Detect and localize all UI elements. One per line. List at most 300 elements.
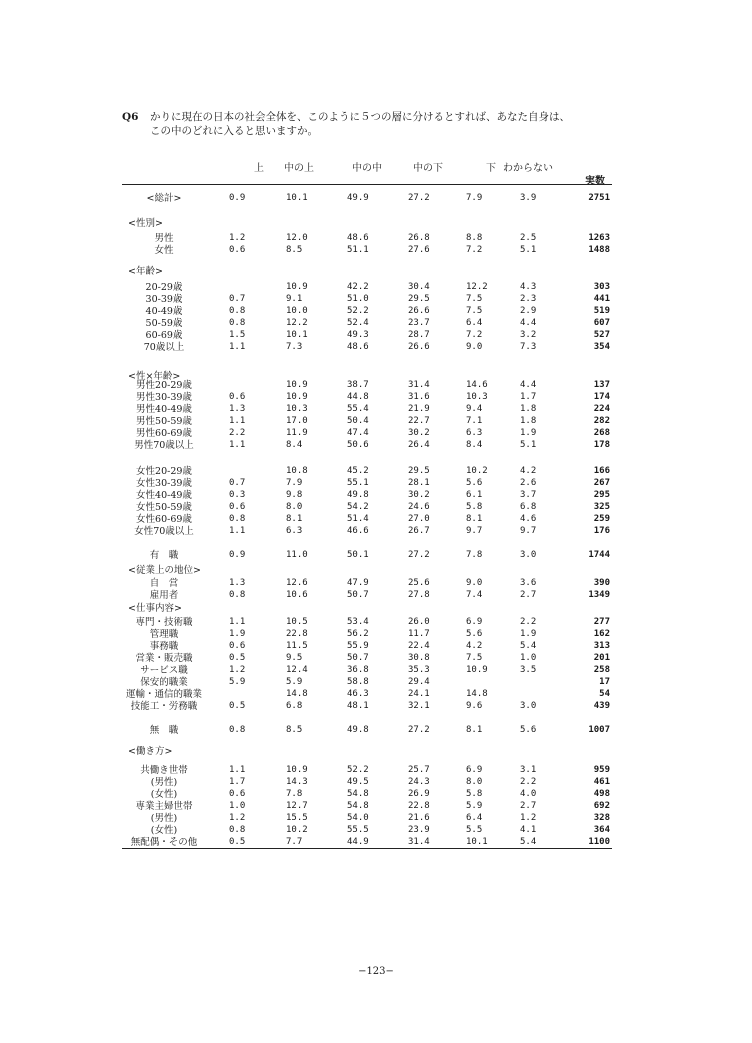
row-label: 女性: [154, 245, 174, 256]
table-row: [0, 701, 752, 712]
header-lower-middle: 中の下: [413, 163, 443, 174]
header-count: 実数: [585, 176, 605, 187]
row-label: (男性): [150, 777, 178, 788]
row-label: 女性50-59歳: [136, 502, 192, 513]
table-row: [0, 342, 752, 353]
percent-cell: 1.1: [229, 342, 246, 352]
percent-cell: 9.8: [286, 490, 303, 500]
row-label: 女性40-49歳: [136, 490, 192, 501]
percent-cell: 25.6: [408, 578, 430, 588]
count-cell: 17: [599, 677, 610, 687]
percent-cell: 6.9: [466, 617, 483, 627]
percent-cell: 7.3: [286, 342, 303, 352]
percent-cell: 10.1: [286, 330, 308, 340]
count-cell: 162: [593, 629, 610, 639]
percent-cell: 24.6: [408, 502, 430, 512]
table-row: [0, 502, 752, 513]
percent-cell: 10.9: [286, 392, 308, 402]
header-dont-know: わからない: [503, 163, 553, 174]
percent-cell: 0.9: [229, 550, 246, 560]
row-label: 30-39歳: [145, 294, 183, 305]
row-label: 男性60-69歳: [136, 428, 192, 439]
percent-cell: 0.8: [229, 306, 246, 316]
count-cell: 527: [593, 330, 610, 340]
percent-cell: 5.8: [466, 502, 483, 512]
percent-cell: 55.5: [347, 825, 369, 835]
row-label: <総計>: [146, 193, 182, 204]
percent-cell: 7.3: [520, 342, 537, 352]
percent-cell: 27.8: [408, 590, 430, 600]
count-cell: 267: [593, 478, 610, 488]
row-label: 専業主婦世帯: [135, 801, 193, 812]
percent-cell: 1.5: [229, 330, 246, 340]
percent-cell: 2.5: [520, 233, 537, 243]
table-row: [0, 294, 752, 305]
percent-cell: 8.5: [286, 725, 303, 735]
percent-cell: 5.6: [466, 478, 483, 488]
row-label: 保安的職業: [140, 677, 188, 688]
percent-cell: 9.7: [466, 526, 483, 536]
percent-cell: 29.5: [408, 294, 430, 304]
count-cell: 174: [593, 392, 610, 402]
percent-cell: 48.1: [347, 701, 369, 711]
percent-cell: 49.9: [347, 193, 369, 203]
percent-cell: 8.0: [466, 777, 483, 787]
percent-cell: 5.9: [286, 677, 303, 687]
percent-cell: 2.6: [520, 478, 537, 488]
percent-cell: 9.7: [520, 526, 537, 536]
question-number: Q6: [122, 111, 139, 123]
percent-cell: 9.6: [466, 701, 483, 711]
percent-cell: 14.3: [286, 777, 308, 787]
percent-cell: 12.2: [286, 318, 308, 328]
count-cell: 178: [593, 440, 610, 450]
table-row: [0, 617, 752, 628]
percent-cell: 50.4: [347, 416, 369, 426]
count-cell: 441: [593, 294, 610, 304]
table-row: [0, 590, 752, 601]
count-cell: 295: [593, 490, 610, 500]
section-label: <性×年齢>: [128, 371, 181, 382]
percent-cell: 14.8: [286, 689, 308, 699]
table-row: [0, 245, 752, 256]
percent-cell: 1.3: [229, 578, 246, 588]
question-line-1: かりに現在の日本の社会全体を、このように５つの層に分けるとすれば、あなた自身は、: [150, 111, 570, 123]
percent-cell: 55.1: [347, 478, 369, 488]
percent-cell: 44.8: [347, 392, 369, 402]
percent-cell: 31.4: [408, 837, 430, 847]
row-label: 有 職: [149, 550, 179, 561]
percent-cell: 10.3: [286, 404, 308, 414]
percent-cell: 8.1: [466, 514, 483, 524]
percent-cell: 1.8: [520, 404, 537, 414]
percent-cell: 26.6: [408, 306, 430, 316]
percent-cell: 1.1: [229, 416, 246, 426]
percent-cell: 10.8: [286, 466, 308, 476]
table-row: [0, 653, 752, 664]
percent-cell: 7.1: [466, 416, 483, 426]
count-cell: 303: [593, 282, 610, 292]
percent-cell: 23.9: [408, 825, 430, 835]
row-label: (男性): [150, 813, 178, 824]
percent-cell: 7.9: [286, 478, 303, 488]
row-label: 事務職: [149, 641, 179, 652]
table-row: [0, 440, 752, 451]
count-cell: 1488: [588, 245, 610, 255]
percent-cell: 45.2: [347, 466, 369, 476]
table-row: [0, 233, 752, 244]
section-heading-row: [0, 565, 752, 576]
count-cell: 692: [593, 801, 610, 811]
percent-cell: 1.0: [229, 801, 246, 811]
percent-cell: 5.6: [466, 629, 483, 639]
percent-cell: 12.4: [286, 665, 308, 675]
percent-cell: 7.8: [466, 550, 483, 560]
section-label: <仕事内容>: [128, 603, 182, 614]
table-row: [0, 490, 752, 501]
percent-cell: 29.5: [408, 466, 430, 476]
percent-cell: 7.2: [466, 245, 483, 255]
percent-cell: 6.9: [466, 765, 483, 775]
percent-cell: 26.0: [408, 617, 430, 627]
percent-cell: 12.0: [286, 233, 308, 243]
percent-cell: 5.1: [520, 440, 537, 450]
percent-cell: 12.2: [466, 282, 488, 292]
percent-cell: 50.7: [347, 590, 369, 600]
percent-cell: 49.8: [347, 490, 369, 500]
page-number: −123−: [358, 966, 394, 977]
percent-cell: 32.1: [408, 701, 430, 711]
count-cell: 461: [593, 777, 610, 787]
row-label: 男性20-29歳: [136, 380, 192, 391]
table-row: [0, 837, 752, 848]
table-row: [0, 725, 752, 736]
percent-cell: 1.9: [520, 629, 537, 639]
header-upper-middle: 中の上: [284, 163, 314, 174]
row-label: 女性30-39歳: [136, 478, 192, 489]
percent-cell: 35.3: [408, 665, 430, 675]
percent-cell: 10.9: [286, 765, 308, 775]
percent-cell: 51.4: [347, 514, 369, 524]
percent-cell: 0.6: [229, 641, 246, 651]
row-label: (女性): [150, 825, 178, 836]
table-row: [0, 765, 752, 776]
percent-cell: 26.7: [408, 526, 430, 536]
percent-cell: 56.2: [347, 629, 369, 639]
count-cell: 1007: [588, 725, 610, 735]
count-cell: 277: [593, 617, 610, 627]
percent-cell: 6.3: [466, 428, 483, 438]
row-label: (女性): [150, 789, 178, 800]
percent-cell: 7.5: [466, 653, 483, 663]
percent-cell: 7.4: [466, 590, 483, 600]
percent-cell: 30.2: [408, 428, 430, 438]
count-cell: 1263: [588, 233, 610, 243]
count-cell: 354: [593, 342, 610, 352]
percent-cell: 23.7: [408, 318, 430, 328]
row-label: 男性30-39歳: [136, 392, 192, 403]
count-cell: 1349: [588, 590, 610, 600]
percent-cell: 4.6: [520, 514, 537, 524]
percent-cell: 0.8: [229, 590, 246, 600]
percent-cell: 14.6: [466, 380, 488, 390]
percent-cell: 7.9: [466, 193, 483, 203]
percent-cell: 27.0: [408, 514, 430, 524]
percent-cell: 0.6: [229, 392, 246, 402]
percent-cell: 21.9: [408, 404, 430, 414]
table-row: [0, 282, 752, 293]
percent-cell: 0.5: [229, 653, 246, 663]
row-label: 20-29歳: [145, 282, 183, 293]
percent-cell: 5.1: [520, 245, 537, 255]
percent-cell: 26.6: [408, 342, 430, 352]
header-lower: 下: [486, 163, 496, 174]
percent-cell: 38.7: [347, 380, 369, 390]
percent-cell: 47.4: [347, 428, 369, 438]
section-label: <従業上の地位>: [128, 565, 201, 576]
percent-cell: 0.8: [229, 318, 246, 328]
percent-cell: 12.7: [286, 801, 308, 811]
percent-cell: 49.3: [347, 330, 369, 340]
percent-cell: 4.4: [520, 318, 537, 328]
percent-cell: 1.7: [229, 777, 246, 787]
percent-cell: 9.0: [466, 578, 483, 588]
percent-cell: 53.4: [347, 617, 369, 627]
percent-cell: 0.9: [229, 193, 246, 203]
count-cell: 1100: [588, 837, 610, 847]
count-cell: 201: [593, 653, 610, 663]
count-cell: 268: [593, 428, 610, 438]
percent-cell: 0.6: [229, 502, 246, 512]
row-label: 無 職: [149, 725, 179, 736]
percent-cell: 22.8: [286, 629, 308, 639]
row-label: 男性: [154, 233, 174, 244]
percent-cell: 4.0: [520, 789, 537, 799]
percent-cell: 3.9: [520, 193, 537, 203]
percent-cell: 2.3: [520, 294, 537, 304]
percent-cell: 10.6: [286, 590, 308, 600]
count-cell: 328: [593, 813, 610, 823]
percent-cell: 51.0: [347, 294, 369, 304]
row-label: 50-59歳: [145, 318, 183, 329]
percent-cell: 6.8: [520, 502, 537, 512]
percent-cell: 2.7: [520, 801, 537, 811]
percent-cell: 10.1: [466, 837, 488, 847]
percent-cell: 6.3: [286, 526, 303, 536]
table-row: [0, 193, 752, 204]
percent-cell: 27.2: [408, 193, 430, 203]
percent-cell: 0.6: [229, 245, 246, 255]
row-label: サービス職: [140, 665, 188, 676]
percent-cell: 3.7: [520, 490, 537, 500]
percent-cell: 3.0: [520, 550, 537, 560]
percent-cell: 51.1: [347, 245, 369, 255]
percent-cell: 3.0: [520, 701, 537, 711]
percent-cell: 10.3: [466, 392, 488, 402]
percent-cell: 3.2: [520, 330, 537, 340]
percent-cell: 10.0: [286, 306, 308, 316]
percent-cell: 48.6: [347, 342, 369, 352]
percent-cell: 1.2: [229, 813, 246, 823]
percent-cell: 8.8: [466, 233, 483, 243]
row-label: 男性50-59歳: [136, 416, 192, 427]
percent-cell: 0.8: [229, 825, 246, 835]
count-cell: 439: [593, 701, 610, 711]
table-row: [0, 825, 752, 836]
percent-cell: 52.4: [347, 318, 369, 328]
row-label: 雇用者: [149, 590, 179, 601]
percent-cell: 0.8: [229, 725, 246, 735]
section-heading-row: [0, 603, 752, 614]
percent-cell: 36.8: [347, 665, 369, 675]
percent-cell: 1.2: [229, 233, 246, 243]
table-row: [0, 665, 752, 676]
percent-cell: 10.1: [286, 193, 308, 203]
percent-cell: 0.5: [229, 837, 246, 847]
percent-cell: 2.7: [520, 590, 537, 600]
percent-cell: 58.8: [347, 677, 369, 687]
percent-cell: 5.9: [466, 801, 483, 811]
percent-cell: 12.6: [286, 578, 308, 588]
percent-cell: 5.4: [520, 837, 537, 847]
percent-cell: 44.9: [347, 837, 369, 847]
percent-cell: 27.2: [408, 725, 430, 735]
percent-cell: 2.9: [520, 306, 537, 316]
percent-cell: 1.3: [229, 404, 246, 414]
percent-cell: 11.7: [408, 629, 430, 639]
row-label: 営業・販売職: [135, 653, 193, 664]
row-label: 女性20-29歳: [136, 466, 192, 477]
table-row: [0, 330, 752, 341]
percent-cell: 24.3: [408, 777, 430, 787]
percent-cell: 27.6: [408, 245, 430, 255]
percent-cell: 1.8: [520, 416, 537, 426]
count-cell: 390: [593, 578, 610, 588]
percent-cell: 8.5: [286, 245, 303, 255]
percent-cell: 5.9: [229, 677, 246, 687]
percent-cell: 52.2: [347, 306, 369, 316]
percent-cell: 7.7: [286, 837, 303, 847]
percent-cell: 8.4: [286, 440, 303, 450]
count-cell: 2751: [588, 193, 610, 203]
percent-cell: 0.5: [229, 701, 246, 711]
percent-cell: 6.8: [286, 701, 303, 711]
percent-cell: 50.6: [347, 440, 369, 450]
count-cell: 519: [593, 306, 610, 316]
percent-cell: 4.2: [466, 641, 483, 651]
percent-cell: 6.1: [466, 490, 483, 500]
table-row: [0, 801, 752, 812]
percent-cell: 1.0: [520, 653, 537, 663]
percent-cell: 55.4: [347, 404, 369, 414]
percent-cell: 50.1: [347, 550, 369, 560]
table-row: [0, 689, 752, 700]
percent-cell: 10.5: [286, 617, 308, 627]
percent-cell: 3.6: [520, 578, 537, 588]
percent-cell: 54.2: [347, 502, 369, 512]
percent-cell: 2.2: [520, 777, 537, 787]
row-label: 技能工・労務職: [130, 701, 198, 712]
percent-cell: 3.1: [520, 765, 537, 775]
question-line-2: この中のどれに入ると思いますか。: [150, 125, 318, 137]
percent-cell: 11.0: [286, 550, 308, 560]
section-label: <働き方>: [128, 746, 173, 757]
percent-cell: 30.2: [408, 490, 430, 500]
percent-cell: 5.6: [520, 725, 537, 735]
row-label: 女性60-69歳: [136, 514, 192, 525]
percent-cell: 47.9: [347, 578, 369, 588]
percent-cell: 10.9: [466, 665, 488, 675]
percent-cell: 7.2: [466, 330, 483, 340]
percent-cell: 49.5: [347, 777, 369, 787]
percent-cell: 26.8: [408, 233, 430, 243]
percent-cell: 6.4: [466, 318, 483, 328]
percent-cell: 10.9: [286, 282, 308, 292]
count-cell: 325: [593, 502, 610, 512]
percent-cell: 42.2: [347, 282, 369, 292]
count-cell: 282: [593, 416, 610, 426]
count-cell: 607: [593, 318, 610, 328]
percent-cell: 31.4: [408, 380, 430, 390]
section-label: <年齢>: [128, 266, 163, 277]
percent-cell: 5.8: [466, 789, 483, 799]
table-row: [0, 789, 752, 800]
header-upper: 上: [254, 163, 264, 174]
section-heading-row: [0, 218, 752, 229]
percent-cell: 49.8: [347, 725, 369, 735]
table-bottom-rule: [122, 848, 612, 849]
table-row: [0, 578, 752, 589]
percent-cell: 4.1: [520, 825, 537, 835]
section-heading-row: [0, 266, 752, 277]
percent-cell: 2.2: [520, 617, 537, 627]
percent-cell: 27.2: [408, 550, 430, 560]
percent-cell: 5.5: [466, 825, 483, 835]
percent-cell: 9.5: [286, 653, 303, 663]
count-cell: 1744: [588, 550, 610, 560]
percent-cell: 9.0: [466, 342, 483, 352]
percent-cell: 50.7: [347, 653, 369, 663]
count-cell: 259: [593, 514, 610, 524]
table-row: [0, 550, 752, 561]
percent-cell: 10.9: [286, 380, 308, 390]
row-label: 共働き世帯: [140, 765, 188, 776]
percent-cell: 17.0: [286, 416, 308, 426]
percent-cell: 28.7: [408, 330, 430, 340]
percent-cell: 3.5: [520, 665, 537, 675]
percent-cell: 4.3: [520, 282, 537, 292]
count-cell: 258: [593, 665, 610, 675]
percent-cell: 8.1: [286, 514, 303, 524]
percent-cell: 5.4: [520, 641, 537, 651]
percent-cell: 28.1: [408, 478, 430, 488]
count-cell: 364: [593, 825, 610, 835]
table-row: [0, 392, 752, 403]
percent-cell: 1.2: [229, 665, 246, 675]
table-row: [0, 380, 752, 391]
percent-cell: 14.8: [466, 689, 488, 699]
percent-cell: 11.5: [286, 641, 308, 651]
row-label: 自 営: [149, 578, 179, 589]
count-cell: 498: [593, 789, 610, 799]
percent-cell: 21.6: [408, 813, 430, 823]
percent-cell: 25.7: [408, 765, 430, 775]
row-label: 60-69歳: [145, 330, 183, 341]
table-row: [0, 416, 752, 427]
percent-cell: 6.4: [466, 813, 483, 823]
percent-cell: 8.1: [466, 725, 483, 735]
percent-cell: 0.7: [229, 294, 246, 304]
